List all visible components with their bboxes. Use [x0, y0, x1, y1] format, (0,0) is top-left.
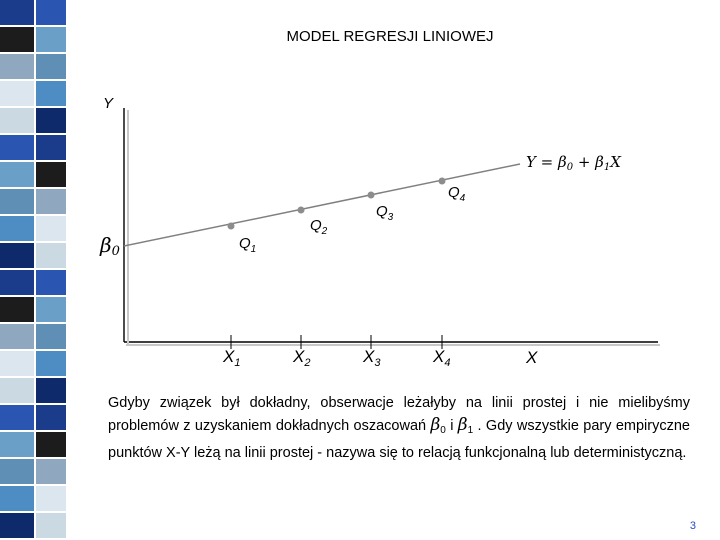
y-axis-label: Y	[103, 95, 114, 112]
paragraph-conj: i	[445, 418, 458, 434]
point-q3	[368, 192, 375, 199]
intercept-label	[99, 233, 120, 259]
x-tick-label-2	[292, 347, 310, 369]
x-tick-label-1	[222, 347, 240, 369]
point-label-q1	[239, 235, 256, 255]
point-q4	[439, 178, 446, 185]
beta0-sub: 0	[440, 425, 446, 436]
q1-base: Q	[239, 235, 251, 252]
x4-base: X	[433, 347, 445, 366]
explanation-paragraph	[108, 392, 690, 464]
equation-rhs: X	[610, 153, 621, 171]
point-label-q2	[310, 217, 328, 237]
q3-base: Q	[376, 203, 388, 220]
beta1-symbol: β	[457, 415, 468, 435]
point-label-q3	[376, 203, 394, 223]
x2-base: X	[293, 347, 305, 366]
q2-base: Q	[310, 217, 322, 234]
x4-sub: 4	[444, 357, 451, 369]
page-title: MODEL REGRESJI LINIOWEJ	[286, 28, 494, 45]
x-axis-label: X	[526, 348, 538, 367]
regression-equation	[526, 153, 622, 173]
point-q1	[228, 223, 235, 230]
x-tick-label-3	[362, 347, 381, 369]
point-label-q4	[448, 184, 466, 204]
x2-sub: 2	[304, 357, 311, 369]
x1-base: X	[223, 347, 235, 366]
point-q2	[298, 207, 305, 214]
paragraph-part2: . Gdy wszystkie pary empiryczne punktów X-Y leżą na linii prostej - nazywa się to relacją funkcjonalną lub deterministyczną.	[108, 418, 690, 461]
equation-sub0: 0	[566, 162, 574, 173]
intercept-beta: β	[100, 233, 112, 257]
x1-sub: 1	[234, 357, 241, 369]
q3-sub: 3	[387, 212, 394, 223]
beta0-symbol: β	[430, 415, 441, 435]
beta1-sub: 1	[467, 425, 474, 436]
paragraph-part1: Gdyby związek był dokładny, obserwacje leżałyby na linii prostej i nie mielibyśmy problemów z uzyskaniem dokładnych oszacowań	[108, 395, 690, 434]
q4-base: Q	[448, 184, 460, 201]
equation-lhs: Y = β	[526, 153, 567, 171]
q1-sub: 1	[250, 244, 257, 255]
equation-mid: + β	[573, 153, 604, 171]
q2-sub: 2	[321, 226, 328, 237]
equation-sub1: 1	[603, 162, 611, 173]
x-tick-label-4	[432, 347, 450, 369]
q4-sub: 4	[459, 193, 466, 204]
x3-sub: 3	[374, 357, 381, 369]
x3-base: X	[363, 347, 375, 366]
page-number: 3	[689, 520, 696, 532]
intercept-sub: 0	[111, 244, 120, 259]
